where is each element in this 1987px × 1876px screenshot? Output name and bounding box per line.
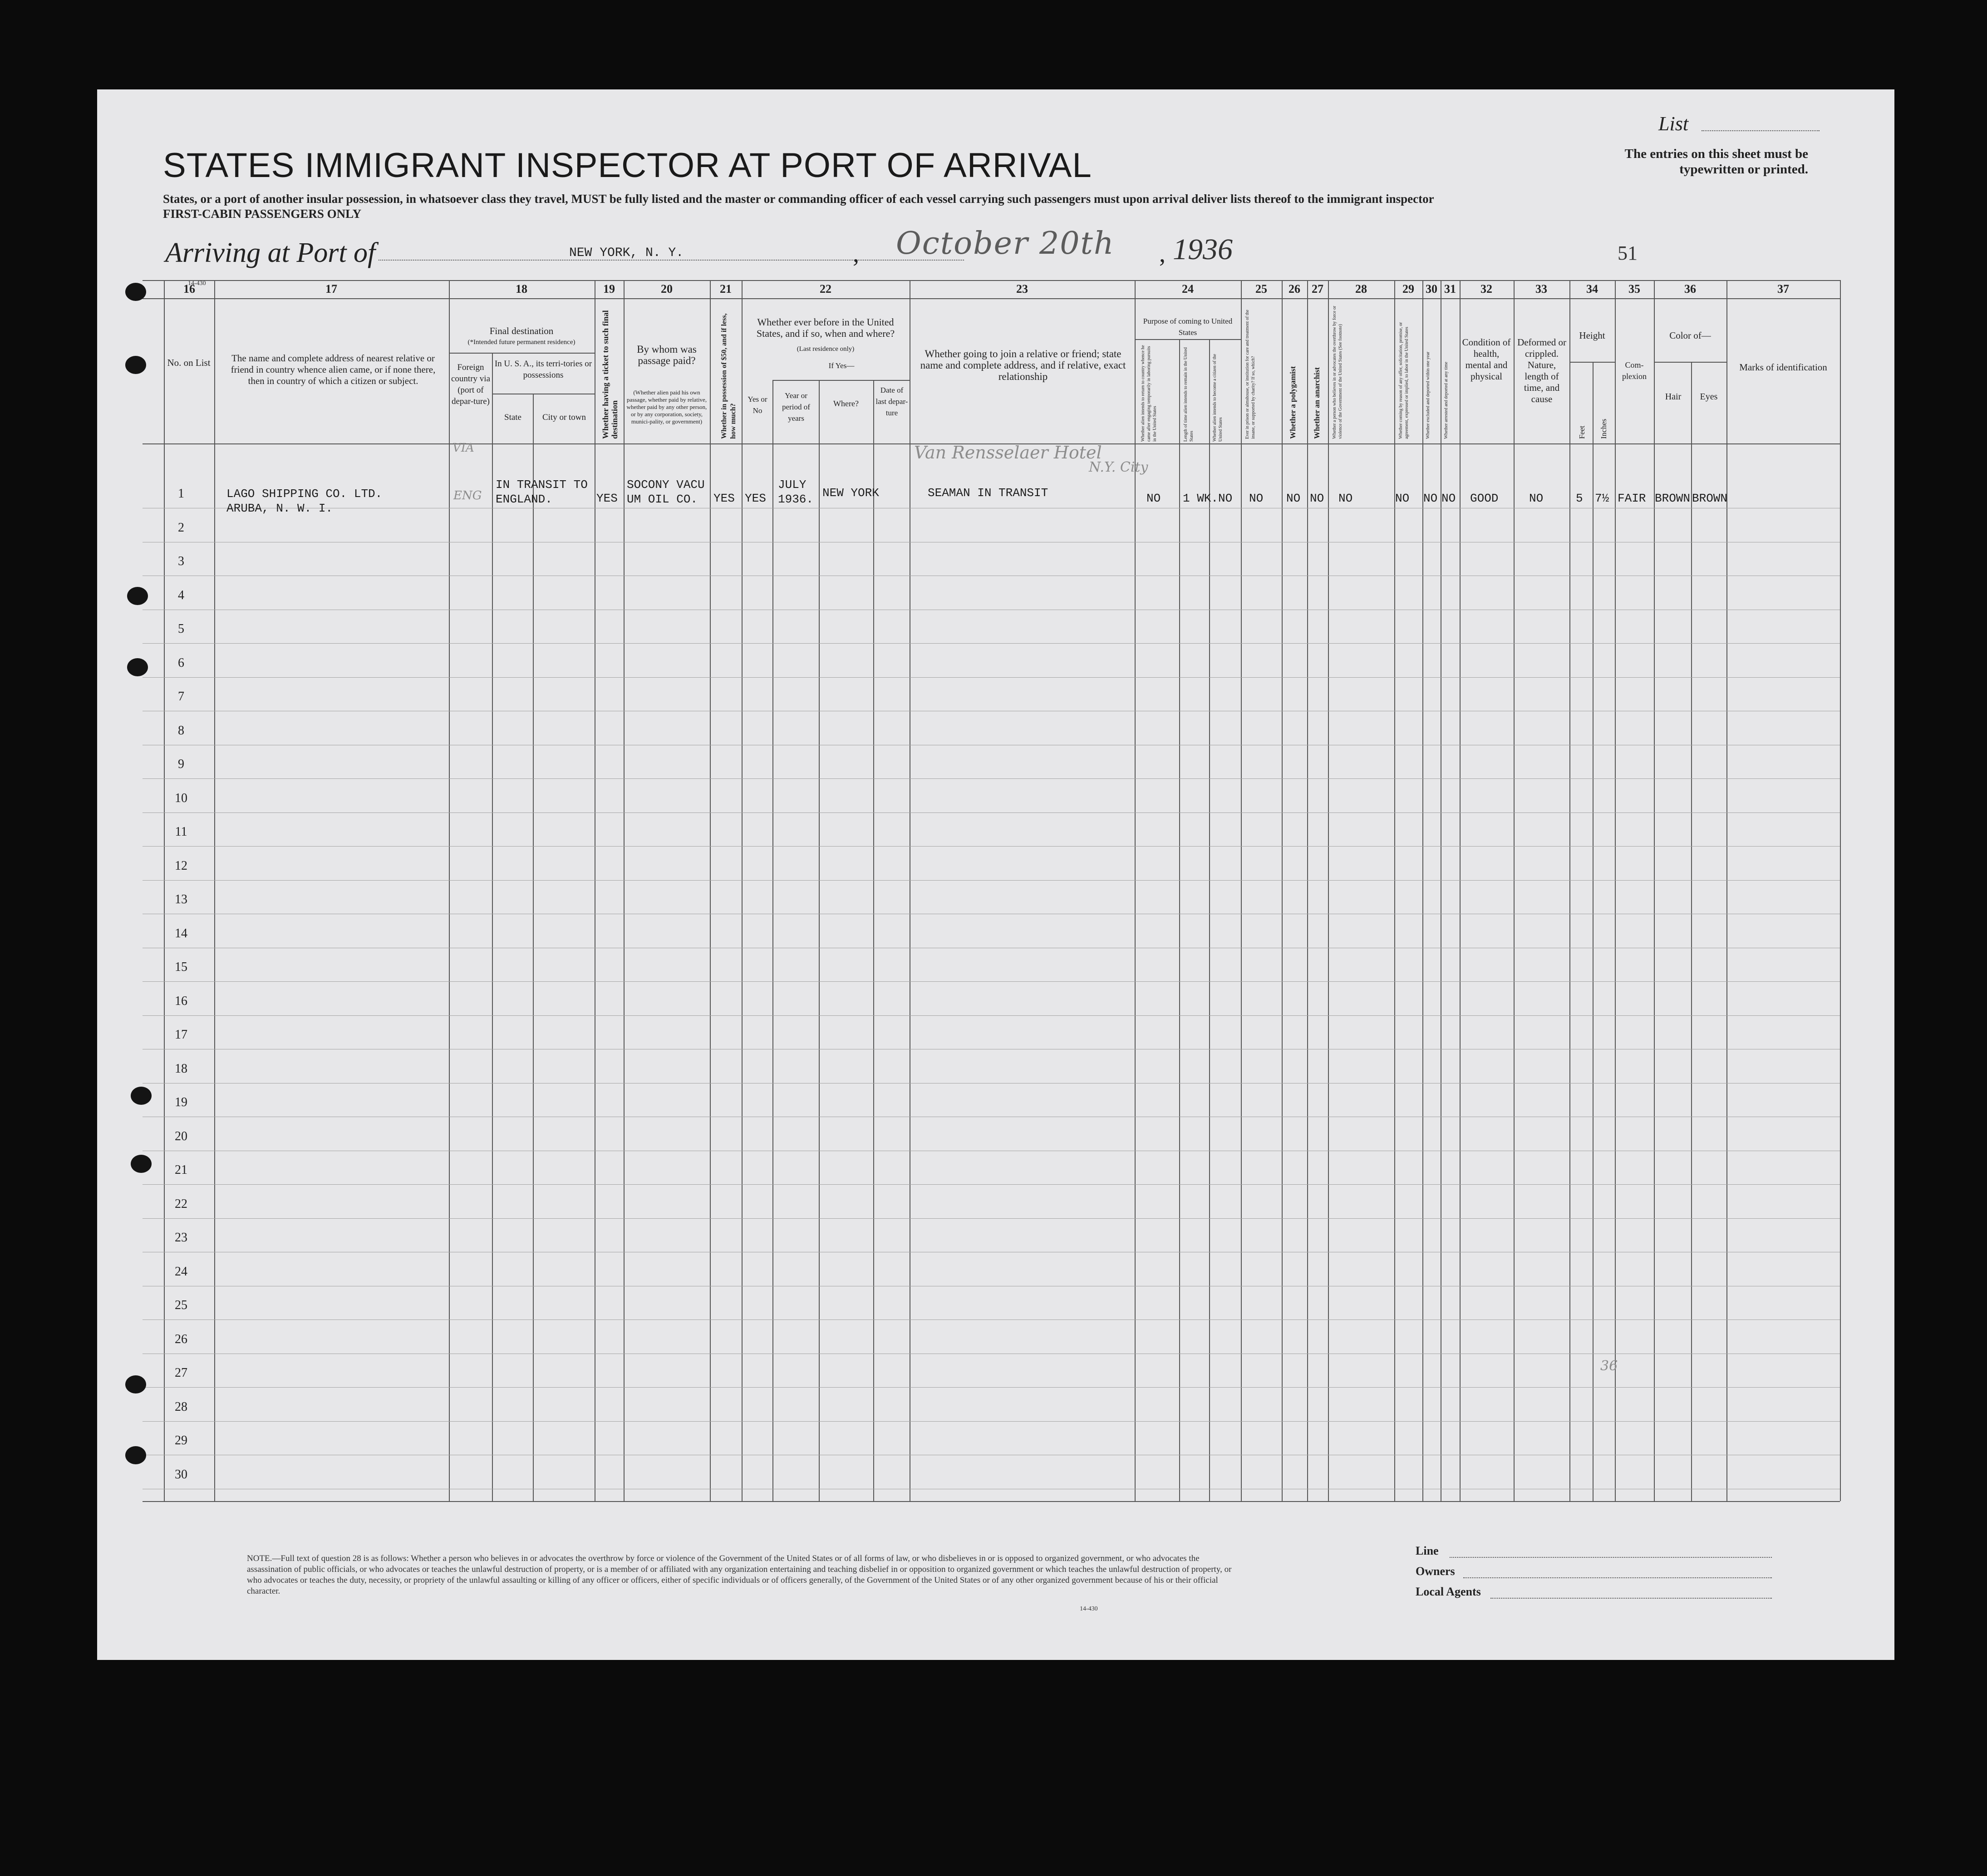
state-line-1: IN TRANSIT TO bbox=[496, 478, 588, 492]
period-line-2: 1936. bbox=[778, 492, 814, 506]
row-number: 19 bbox=[175, 1095, 187, 1109]
col-divider bbox=[873, 380, 874, 1501]
prison-cell: NO bbox=[1249, 492, 1264, 505]
header-by-whom: By whom was passage paid? bbox=[637, 344, 697, 366]
column-number: 20 bbox=[661, 282, 673, 295]
col-divider bbox=[492, 353, 493, 1501]
header-purpose: Purpose of coming to United States bbox=[1143, 317, 1233, 337]
col-divider bbox=[164, 280, 165, 1501]
row-number: 15 bbox=[175, 960, 187, 974]
col-divider bbox=[1209, 339, 1210, 1501]
header-health: Condition of health, mental and physical bbox=[1462, 337, 1511, 382]
row-number: 12 bbox=[175, 858, 187, 873]
row-rule bbox=[143, 846, 1840, 847]
row-rule bbox=[143, 1421, 1840, 1422]
col-divider bbox=[1691, 362, 1692, 1501]
row-number: 14 bbox=[175, 926, 187, 940]
col-divider bbox=[1307, 280, 1308, 1501]
joining-cell: SEAMAN IN TRANSIT bbox=[928, 486, 1048, 500]
row-rule bbox=[143, 1218, 1840, 1219]
final-destination-label: Final destination bbox=[489, 325, 554, 336]
header-if-yes: If Yes— bbox=[828, 361, 855, 370]
joining-handwritten-2: N.Y. City bbox=[1089, 459, 1148, 475]
col-divider bbox=[624, 280, 625, 1501]
header-where: Where? bbox=[833, 399, 859, 408]
header-relative-address: The name and complete address of nearest relative or friend in country whence alien came, or if none there, then in country of which a citizen or subject. bbox=[231, 353, 436, 386]
header-purpose-length: Length of time alien intends to remain in the United States bbox=[1183, 347, 1194, 442]
joining-handwritten: Van Rensselaer Hotel bbox=[914, 443, 1102, 463]
col-divider bbox=[1569, 280, 1570, 1501]
column-number: 29 bbox=[1402, 282, 1414, 295]
page-title: STATES IMMIGRANT INSPECTOR AT PORT OF ARRIVAL bbox=[163, 146, 1092, 185]
row-number: 1 bbox=[178, 487, 184, 501]
row-number: 21 bbox=[175, 1163, 187, 1177]
punch-hole bbox=[131, 1087, 152, 1105]
column-number: 31 bbox=[1444, 282, 1456, 295]
col-divider bbox=[1282, 280, 1283, 1501]
footnote: NOTE.—Full text of question 28 is as follows: Whether a person who believes in or advocates the overthrow by force or violence of the Government of the United States or of all forms of law, or who disbelieves in or is opposed to organized government, or who advocates the assassination of public officials, or who advocates or teaches the unlawful destruction of property, or is a member of or affiliated with any organization entertaining and teaching disbelief in or opposition to organized government or which teaches the unlawful destruction of property, or who advocates or teaches the duty, necessity, or propriety of the unlawful assaulting or killing of any officer or officers, either of specific individuals or of officers generally, of the Government of the United States or of any other organized government because of his or their official character. bbox=[247, 1554, 1232, 1596]
column-number: 24 bbox=[1182, 282, 1194, 295]
period-cell bbox=[778, 478, 813, 507]
row-rule bbox=[143, 643, 1840, 644]
subheading bbox=[163, 192, 1697, 222]
header-inches: Inches bbox=[1599, 419, 1608, 439]
arriving-label: Arriving at Port of bbox=[165, 237, 376, 268]
punch-hole bbox=[125, 283, 146, 301]
purpose-length-cell: 1 WK. bbox=[1183, 492, 1219, 505]
column-number: 35 bbox=[1628, 282, 1640, 295]
col-divider bbox=[710, 280, 711, 1501]
anarchist-cell: NO bbox=[1310, 492, 1324, 505]
header-complexion: Com-plexion bbox=[1622, 360, 1647, 381]
subhead-rule bbox=[1569, 362, 1615, 363]
header-in-usa: In U. S. A., its terri-tories or possessions bbox=[494, 359, 592, 380]
header-feet: Feet bbox=[1578, 425, 1586, 439]
column-number: 36 bbox=[1684, 282, 1696, 295]
entries-note: The entries on this sheet must be typewritten or printed. bbox=[1624, 147, 1808, 177]
header-before-us-sub: (Last residence only) bbox=[797, 345, 855, 353]
col-divider bbox=[819, 380, 820, 1501]
q29-cell: NO bbox=[1395, 492, 1410, 505]
header-marks: Marks of identification bbox=[1739, 362, 1827, 373]
header-q29: Whether coming by reason of any offer, solicitation, promise, or agreement, expressed or implied, to labor in the United States bbox=[1398, 322, 1409, 439]
col-divider bbox=[1422, 280, 1423, 1501]
header-joining: Whether going to join a relative or friend; state name and complete address, and if relative, exact relationship bbox=[920, 348, 1126, 382]
polygamist-cell: NO bbox=[1286, 492, 1301, 505]
row-number: 8 bbox=[178, 723, 184, 738]
column-number: 19 bbox=[603, 282, 615, 295]
row-rule bbox=[143, 677, 1840, 678]
subhead-rule bbox=[1135, 339, 1241, 340]
footer-agents-label: Local Agents bbox=[1416, 1585, 1481, 1598]
col-divider bbox=[772, 380, 773, 1501]
q31-cell: NO bbox=[1441, 492, 1456, 505]
paid-line-2: UM OIL CO. bbox=[627, 492, 698, 506]
comma-mark: , bbox=[1159, 240, 1166, 268]
punch-hole bbox=[125, 356, 146, 374]
row-number: 5 bbox=[178, 622, 184, 636]
row-number: 4 bbox=[178, 588, 184, 602]
form-code-bottom: 14-430 bbox=[1080, 1605, 1098, 1612]
subhead-rule bbox=[449, 353, 595, 354]
column-number: 28 bbox=[1355, 282, 1367, 295]
col-divider bbox=[1840, 280, 1841, 1501]
date-handwritten: October 20th bbox=[896, 226, 1115, 261]
footer-owners-label: Owners bbox=[1416, 1565, 1455, 1578]
header-anarchist: Whether an anarchist bbox=[1313, 367, 1321, 439]
column-number: 33 bbox=[1535, 282, 1547, 295]
row-rule bbox=[143, 880, 1840, 881]
footer-owners-field bbox=[1463, 1577, 1772, 1578]
table-top-rule bbox=[143, 280, 1840, 281]
header-purpose-return: Whether alien intends to return to country whence he came after engaging temporarily in laboring pursuits in the United States bbox=[1141, 345, 1157, 442]
column-number: 34 bbox=[1586, 282, 1598, 295]
row-number: 2 bbox=[178, 520, 184, 535]
col-divider bbox=[1328, 280, 1329, 1501]
subhead-rule bbox=[772, 380, 910, 381]
footer-line-field bbox=[1450, 1557, 1772, 1558]
header-before-us: Whether ever before in the United States, and if so, when and where? bbox=[756, 316, 895, 339]
punch-hole bbox=[127, 658, 148, 676]
col-divider bbox=[1615, 280, 1616, 1501]
port-value: NEW YORK, N. Y. bbox=[569, 246, 684, 260]
row-number: 23 bbox=[175, 1231, 187, 1245]
ticket-cell: YES bbox=[596, 492, 618, 505]
header-color-of: Color of— bbox=[1669, 330, 1711, 341]
row-number: 11 bbox=[175, 825, 187, 839]
before-yes-cell: YES bbox=[745, 492, 766, 505]
header-final-destination bbox=[451, 325, 592, 348]
header-deformed: Deformed or crippled. Nature, length of time, and cause bbox=[1517, 337, 1566, 404]
row-number: 20 bbox=[175, 1129, 187, 1143]
col-divider bbox=[1654, 280, 1655, 1501]
row-number: 3 bbox=[178, 554, 184, 568]
row-number: 13 bbox=[175, 892, 187, 906]
row-number: 9 bbox=[178, 757, 184, 771]
column-number: 30 bbox=[1426, 282, 1437, 295]
money-cell: YES bbox=[713, 492, 735, 505]
header-date-departure: Date of last depar-ture bbox=[875, 386, 908, 417]
relative-address-cell bbox=[226, 487, 382, 516]
purpose-citizen-cell: NO bbox=[1218, 492, 1233, 505]
col-divider bbox=[742, 280, 743, 1501]
row-number: 26 bbox=[175, 1332, 187, 1346]
health-cell: GOOD bbox=[1470, 492, 1499, 505]
header-foreign-country: Foreign country via (port of depar-ture) bbox=[451, 363, 491, 406]
hair-cell: BROWN bbox=[1655, 492, 1691, 505]
column-number: 32 bbox=[1480, 282, 1492, 295]
row-rule bbox=[143, 778, 1840, 779]
header-q31: Whether arrested and deported at any time bbox=[1444, 362, 1449, 439]
punch-hole bbox=[125, 1446, 146, 1464]
header-height: Height bbox=[1579, 330, 1605, 341]
row-rule bbox=[143, 1184, 1840, 1185]
header-ticket: Whether having a ticket to such final destination bbox=[601, 310, 619, 439]
col-divider bbox=[214, 280, 215, 1501]
row-number: 28 bbox=[175, 1399, 187, 1414]
colnum-rule bbox=[143, 298, 1840, 299]
column-number: 26 bbox=[1289, 282, 1300, 295]
row-number: 10 bbox=[175, 791, 187, 805]
inches-cell: 7½ bbox=[1595, 492, 1609, 505]
column-number: 16 bbox=[183, 282, 195, 295]
q28-cell: NO bbox=[1338, 492, 1353, 505]
state-line-2: ENGLAND. bbox=[496, 492, 552, 506]
row-rule bbox=[143, 812, 1840, 813]
manifest-sheet bbox=[97, 89, 1894, 1660]
header-eyes: Eyes bbox=[1700, 392, 1718, 402]
row-number: 6 bbox=[178, 655, 184, 670]
footer-agents-field bbox=[1490, 1598, 1772, 1599]
where-cell: NEW YORK bbox=[822, 486, 879, 500]
header-q28: Whether a person who believes in or advocates the overthrow by force or violence of the Government of the United States (See footnote) bbox=[1332, 305, 1343, 439]
col-divider bbox=[1241, 280, 1242, 1501]
col-divider bbox=[1726, 280, 1727, 1501]
row-rule bbox=[143, 1387, 1840, 1388]
col-divider bbox=[1179, 339, 1180, 1501]
punch-hole bbox=[125, 1375, 146, 1393]
relative-line-2: ARUBA, N. W. I. bbox=[226, 502, 333, 515]
header-no-on-list: No. on List bbox=[167, 357, 211, 368]
subheading-text: States, or a port of another insular possession, in whatsoever class they travel, MUST be fully listed and the master or commanding officer of each vessel carrying such passengers must upon arrival deliver lists thereof to the immigrant inspector bbox=[163, 192, 1434, 206]
row-number: 22 bbox=[175, 1197, 187, 1211]
column-number: 17 bbox=[325, 282, 337, 295]
punch-hole bbox=[127, 587, 148, 605]
form-code-top: 14-430 bbox=[188, 280, 206, 287]
foreign-country-hand-via: VIA bbox=[452, 441, 474, 455]
col-divider bbox=[449, 280, 450, 1501]
year-value: 1936 bbox=[1173, 233, 1233, 266]
row-number: 16 bbox=[175, 994, 187, 1008]
column-number: 22 bbox=[820, 282, 831, 295]
list-number-line bbox=[1702, 130, 1820, 131]
margin-handwritten: 36 bbox=[1600, 1358, 1618, 1374]
column-number: 37 bbox=[1777, 282, 1789, 295]
relative-line-1: LAGO SHIPPING CO. LTD. bbox=[226, 487, 383, 501]
purpose-return-cell: NO bbox=[1146, 492, 1161, 505]
row-number: 29 bbox=[175, 1433, 187, 1448]
row-number: 27 bbox=[175, 1366, 187, 1380]
feet-cell: 5 bbox=[1576, 492, 1583, 505]
paid-line-1: SOCONY VACU bbox=[627, 478, 705, 492]
column-number: 21 bbox=[720, 282, 732, 295]
header-purpose-citizen: Whether alien intends to become a citizen of the United States bbox=[1212, 354, 1223, 442]
row-rule bbox=[143, 1015, 1840, 1016]
paid-by-cell bbox=[627, 478, 705, 507]
table-bottom-rule bbox=[143, 1501, 1840, 1502]
final-destination-sub: (*Intended future permanent residence) bbox=[467, 339, 575, 346]
header-state: State bbox=[504, 413, 521, 422]
col-divider bbox=[1394, 280, 1395, 1501]
col-divider bbox=[1514, 280, 1515, 1501]
footer-line-label: Line bbox=[1416, 1544, 1439, 1557]
header-year-period: Year or period of years bbox=[782, 391, 810, 423]
complexion-cell: FAIR bbox=[1618, 492, 1646, 505]
header-yes-no: Yes or No bbox=[748, 395, 767, 415]
row-number: 25 bbox=[175, 1298, 187, 1312]
header-by-whom-sub: (Whether alien paid his own passage, whether paid by relative, whether paid by any other person, or by any corporation, society, munici-pality, or government) bbox=[626, 389, 707, 425]
deformed-cell: NO bbox=[1529, 492, 1544, 505]
column-number: 18 bbox=[516, 282, 527, 295]
comma-mark: , bbox=[853, 240, 859, 268]
row-number: 24 bbox=[175, 1264, 187, 1279]
column-number: 23 bbox=[1016, 282, 1028, 295]
header-polygamist: Whether a polygamist bbox=[1289, 366, 1297, 439]
column-number: 25 bbox=[1255, 282, 1267, 295]
header-q30: Whether excluded and deported within one year bbox=[1426, 351, 1431, 439]
row-number: 7 bbox=[178, 689, 184, 704]
class-line: FIRST-CABIN PASSENGERS ONLY bbox=[163, 207, 362, 221]
q30-cell: NO bbox=[1423, 492, 1438, 505]
header-hair: Hair bbox=[1665, 392, 1682, 402]
col-divider bbox=[1460, 280, 1461, 1501]
header-money: Whether in possession of $50, and if less, how much? bbox=[720, 313, 737, 439]
row-rule bbox=[143, 981, 1840, 982]
row-number: 18 bbox=[175, 1061, 187, 1076]
punch-hole bbox=[131, 1155, 152, 1173]
eyes-cell: BROWN bbox=[1692, 492, 1728, 505]
subhead-rule bbox=[1654, 362, 1726, 363]
state-cell bbox=[496, 478, 588, 507]
column-number: 27 bbox=[1312, 282, 1323, 295]
period-line-1: JULY bbox=[778, 478, 807, 492]
foreign-country-hand: ENG bbox=[453, 489, 482, 502]
row-number: 30 bbox=[175, 1467, 187, 1482]
col-divider bbox=[1593, 362, 1594, 1501]
row-number: 17 bbox=[175, 1028, 187, 1042]
header-prison: Ever in prison or almshouse, or institution for care and treatment of the insane, or supported by charity? If so, which? bbox=[1245, 310, 1256, 439]
list-label: List bbox=[1658, 113, 1689, 135]
sheet-number: 51 bbox=[1618, 242, 1638, 264]
header-city: City or town bbox=[542, 413, 586, 422]
